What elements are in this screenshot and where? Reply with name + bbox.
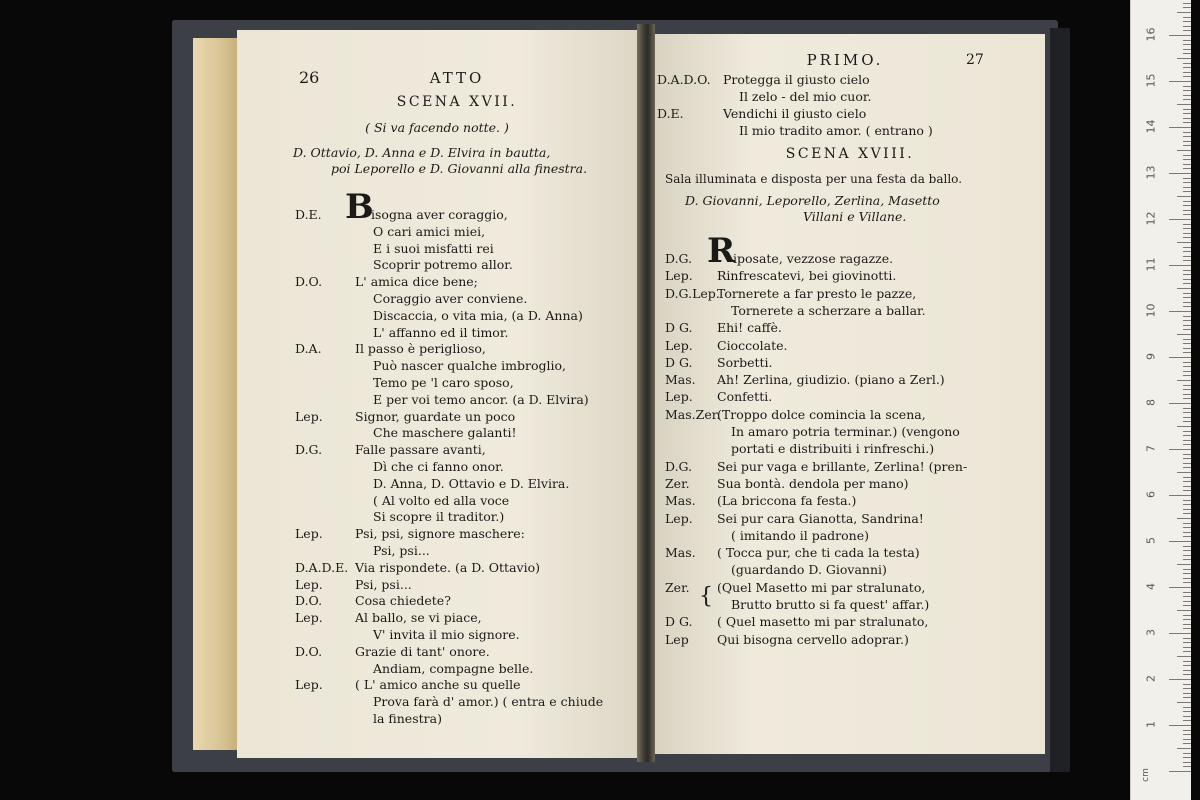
speaker-label: Lep. [665,510,693,526]
ruler-tick [1183,500,1191,501]
ruler-tick [1183,688,1191,689]
ruler-tick [1183,739,1191,740]
ruler-tick [1177,610,1191,611]
ruler-tick [1177,334,1191,335]
ruler-tick [1183,325,1191,326]
verse-line: Psi, psi... [355,576,412,592]
ruler-tick [1183,293,1191,294]
ruler-tick [1183,523,1191,524]
ruler-tick [1183,76,1191,77]
ruler-tick [1183,665,1191,666]
verse-line: L' amica dice bene; [355,274,478,290]
ruler-tick [1177,564,1191,565]
ruler-tick [1183,26,1191,27]
verse-line: Psi, psi... [373,543,430,558]
verse-line: Rinfrescatevi, bei giovinotti. [717,268,897,284]
speaker-label: Lep. [295,576,323,592]
speaker-label: D.G. [665,251,693,266]
ruler-tick [1183,67,1191,68]
ruler-tick [1177,656,1191,657]
ruler-tick [1183,550,1191,551]
ruler-tick [1183,693,1191,694]
speaker-label: Lep. [295,408,323,424]
ruler-tick [1183,30,1191,31]
verse-line: Coraggio aver conviene. [373,291,528,306]
ruler-tick [1169,35,1191,36]
ruler-tick [1183,716,1191,717]
ruler-tick [1183,7,1191,8]
verse-line: Cosa chiedete? [355,593,451,609]
ruler-tick [1183,343,1191,344]
ruler-tick [1183,624,1191,625]
speaker-label: D G. [665,354,693,370]
ruler-tick [1183,201,1191,202]
ruler-tick [1183,720,1191,721]
ruler-tick [1183,362,1191,363]
book-spine [637,24,655,762]
ruler-number: 10 [1144,303,1158,318]
ruler-tick [1183,730,1191,731]
verse-line: Tornerete a scherzare a ballar. [731,302,926,318]
ruler-tick [1169,633,1191,634]
verse-line: V' invita il mio signore. [373,627,520,642]
ruler-tick [1183,596,1191,597]
verse-line: isogna aver coraggio, [371,207,508,222]
ruler-tick [1183,168,1191,169]
ruler-tick [1183,605,1191,606]
book-cover-edge [1050,28,1070,772]
ruler-unit-label: cm [1140,768,1151,782]
ruler-tick [1183,638,1191,639]
ruler-tick [1183,578,1191,579]
ruler-tick [1183,145,1191,146]
ruler-tick [1177,58,1191,59]
ruler-tick [1169,357,1191,358]
ruler-tick [1183,546,1191,547]
verse-line: ( L' amico anche su quelle [355,677,521,693]
ruler-number: 12 [1144,211,1158,226]
ruler-tick [1183,109,1191,110]
ruler-tick [1183,320,1191,321]
ruler-tick [1183,490,1191,491]
verse-line: Sorbetti. [717,354,773,370]
ruler-tick [1183,72,1191,73]
ruler-tick [1183,164,1191,165]
ruler-tick [1183,674,1191,675]
ruler-number: 16 [1144,27,1158,42]
ruler-tick [1177,518,1191,519]
ruler-tick [1177,380,1191,381]
verse-line: (La briccona fa festa.) [717,493,857,509]
verse-line: (Troppo dolce comincia la scena, [717,406,926,422]
verse-line: Il mio tradito amor. ( entrano ) [739,123,933,138]
verse-line: Temo pe 'l caro sposo, [373,375,514,390]
ruler-tick [1177,196,1191,197]
ruler-tick [1183,302,1191,303]
ruler-tick [1183,366,1191,367]
ruler-tick [1177,288,1191,289]
ruler-tick [1183,348,1191,349]
ruler-tick [1183,159,1191,160]
verse-line: Dì che ci fanno onor. [373,459,504,474]
verse-line: Falle passare avanti, [355,442,486,458]
ruler-tick [1183,155,1191,156]
scene-title-right: SCENA XVIII. [785,146,915,162]
ruler-tick [1183,256,1191,257]
verse-line: Andiam, compagne belle. [373,660,534,676]
ruler-tick [1183,339,1191,340]
ruler-tick [1183,707,1191,708]
speaker-label: D G. [665,614,693,630]
verse-line: Protegga il giusto cielo [723,72,870,87]
ruler-tick [1169,771,1191,772]
ruler-tick [1183,118,1191,119]
ruler-number: 15 [1144,73,1158,88]
ruler-tick [1169,219,1191,220]
ruler-number: 4 [1144,583,1158,590]
verse-line: ( imitando il padrone) [731,527,869,543]
verse-line: Il zelo - del mio cuor. [739,89,872,104]
ruler-tick [1183,477,1191,478]
ruler-tick [1183,619,1191,620]
verse-line: Che maschere galanti! [373,425,517,441]
ruler-tick [1183,559,1191,560]
ruler-number: 2 [1144,675,1158,682]
speaker-label: D.A.D.E. [295,559,349,575]
ruler-tick [1183,555,1191,556]
scene-setting: Sala illuminata e disposta per una festa da ballo. [665,172,963,186]
verse-line: Tornerete a far presto le pazze, [717,285,917,301]
ruler-tick [1177,242,1191,243]
ruler-tick [1183,214,1191,215]
ruler-tick [1183,21,1191,22]
speaker-label: D.E. [657,106,684,121]
speaker-label: Zer. [665,579,690,595]
ruler-tick [1183,573,1191,574]
scene-title-left: SCENA XVII. [396,94,518,110]
ruler-tick [1183,444,1191,445]
ruler-tick [1183,601,1191,602]
ruler-tick [1183,352,1191,353]
ruler-tick [1169,403,1191,404]
verse-line: Ah! Zerlina, giudizio. (piano a Zerl.) [717,372,945,388]
ruler-tick [1183,132,1191,133]
ruler-number: 6 [1144,491,1158,498]
ruler-tick [1183,642,1191,643]
ruler-tick [1183,417,1191,418]
ruler-tick [1183,684,1191,685]
speaker-label: D.A. [295,341,322,357]
ruler-tick [1183,412,1191,413]
ruler-number: 7 [1144,445,1158,452]
ruler-tick [1183,141,1191,142]
ruler-number: 9 [1144,353,1158,360]
ruler-tick [1183,113,1191,114]
ruler-tick [1183,86,1191,87]
ruler-tick [1183,210,1191,211]
ruler-tick [1183,431,1191,432]
ruler-tick [1183,233,1191,234]
running-head-left: ATTO [429,69,485,87]
ruler-tick [1183,398,1191,399]
verse-line: Il passo è periglioso, [355,341,486,357]
speaker-label: Zer. [665,475,690,491]
ruler-tick [1169,81,1191,82]
ruler-tick [1183,99,1191,100]
verse-line: ( Quel masetto mi par stralunato, [717,614,929,630]
ruler-tick [1183,95,1191,96]
ruler-tick [1169,127,1191,128]
ruler-tick [1177,150,1191,151]
ruler-tick [1183,17,1191,18]
verse-line: Confetti. [717,389,773,405]
ruler-tick [1183,270,1191,271]
ruler-tick [1177,426,1191,427]
ruler-tick [1183,454,1191,455]
ruler-tick [1183,661,1191,662]
ruler-tick [1183,375,1191,376]
verse-line: Psi, psi, signore maschere: [355,526,525,542]
ruler-tick [1183,408,1191,409]
right-page [655,34,1045,754]
ruler-tick [1183,532,1191,533]
ruler-number: 3 [1144,629,1158,636]
drop-cap: B [345,187,374,227]
ruler-tick [1177,702,1191,703]
ruler-tick [1183,49,1191,50]
verse-line: Signor, guardate un poco [355,408,516,424]
speaker-label: Lep. [665,389,693,405]
verse-line: Sei pur vaga e brillante, Zerlina! (pren- [717,458,968,474]
ruler-tick [1183,274,1191,275]
ruler-number: 14 [1144,119,1158,134]
ruler-number: 13 [1144,165,1158,180]
verse-line: D. Anna, D. Ottavio e D. Elvira. [373,475,570,491]
characters-line: poi Leporello e D. Giovanni alla finestra. [331,161,588,176]
ruler-tick [1183,481,1191,482]
ruler-number: 11 [1144,257,1158,272]
ruler-tick [1169,265,1191,266]
ruler-tick [1183,467,1191,468]
ruler-tick [1183,122,1191,123]
ruler-tick [1183,297,1191,298]
ruler-tick [1183,592,1191,593]
ruler-tick [1183,486,1191,487]
ruler-tick [1183,743,1191,744]
verse-line: Prova farà d' amor.) ( entra e chiude [373,694,604,710]
characters-line: D. Giovanni, Leporello, Zerlina, Masetto [685,193,940,208]
ruler-tick [1183,651,1191,652]
speaker-label: D.G. [665,458,693,474]
ruler-tick [1183,569,1191,570]
page-number-left: 26 [299,68,320,87]
speaker-label: Lep. [665,337,693,353]
ruler-tick [1183,205,1191,206]
verse-line: ( Tocca pur, che ti cada la testa) [717,545,920,561]
ruler-tick [1183,513,1191,514]
ruler-tick [1183,44,1191,45]
ruler-tick [1183,394,1191,395]
ruler-tick [1183,228,1191,229]
speaker-label: Mas. [665,545,696,561]
ruler-tick [1183,306,1191,307]
verse-line: (guardando D. Giovanni) [731,562,887,578]
ruler-tick [1183,421,1191,422]
ruler-tick [1183,136,1191,137]
ruler-tick [1169,495,1191,496]
ruler-tick [1169,725,1191,726]
speaker-label: Lep. [295,610,323,626]
verse-line: Grazie di tant' onore. [355,643,490,659]
verse-line: Al ballo, se vi piace, [355,610,482,626]
verse-line: Brutto brutto si fa quest' affar.) [731,597,930,612]
verse-line: la finestra) [373,711,442,726]
verse-line: E per voi temo ancor. (a D. Elvira) [373,391,589,407]
ruler-tick [1169,311,1191,312]
speaker-label: Mas. [665,493,696,509]
ruler-tick [1183,757,1191,758]
speaker-label: D.O. [295,643,323,659]
speaker-label: Mas.Zer. [665,406,721,422]
ruler-tick [1183,458,1191,459]
verse-line: iposate, vezzose ragazze. [733,251,894,266]
ruler-tick [1183,224,1191,225]
verse-line: O cari amici miei, [373,223,486,239]
speaker-label: Lep. [295,677,323,693]
ruler-tick [1183,389,1191,390]
ruler-tick [1183,440,1191,441]
ruler-tick [1183,435,1191,436]
ruler-tick [1183,385,1191,386]
ruler-tick [1169,587,1191,588]
ruler-tick [1183,509,1191,510]
speaker-label: D.O. [295,593,323,609]
verse-line: L' affanno ed il timor. [373,324,509,340]
speaker-label: D.O. [295,274,323,290]
ruler-tick [1183,582,1191,583]
verse-line: Qui bisogna cervello adoprar.) [717,631,909,647]
ruler-number: 5 [1144,537,1158,544]
verse-line: Si scopre il traditor.) [373,509,505,525]
ruler-tick [1183,762,1191,763]
verse-line: In amaro potria terminar.) (vengono [731,424,960,439]
verse-line: Può nascer qualche imbroglio, [373,358,566,374]
ruler-tick [1183,711,1191,712]
stage-direction: ( Si va facendo notte. ) [365,120,509,135]
speaker-label: Lep. [665,268,693,284]
ruler-tick [1183,237,1191,238]
characters-line: Villani e Villane. [803,209,907,224]
page-number-right: 27 [966,52,984,68]
ruler-number: 1 [1144,721,1158,728]
ruler-tick [1177,104,1191,105]
drop-cap: R [707,231,736,271]
ruler-tick [1183,191,1191,192]
speaker-label: Lep. [295,526,323,542]
characters-line: D. Ottavio, D. Anna e D. Elvira in bautta, [293,145,551,160]
verse-line: Sua bontà. dendola per mano) [717,475,909,491]
speaker-label: Lep [665,631,689,647]
running-head-right: PRIMO. [806,51,884,69]
ruler-tick [1183,527,1191,528]
ruler-tick [1169,173,1191,174]
ruler-tick [1183,90,1191,91]
ruler-tick [1183,316,1191,317]
verse-line: Sei pur cara Gianotta, Sandrina! [717,510,924,526]
ruler-number: 8 [1144,399,1158,406]
ruler-tick [1183,283,1191,284]
speaker-label: D.E. [295,207,322,222]
ruler-tick [1183,260,1191,261]
measuring-ruler [1130,0,1191,800]
verse-line: E i suoi misfatti rei [373,240,494,256]
ruler-tick [1177,472,1191,473]
ruler-tick [1177,12,1191,13]
ruler-tick [1183,329,1191,330]
verse-line: Via rispondete. (a D. Ottavio) [355,559,540,575]
verse-line: Scoprir potremo allor. [373,257,513,273]
ruler-tick [1183,251,1191,252]
left-page [237,30,637,758]
verse-line: Ehi! caffè. [717,320,782,336]
ruler-tick [1183,187,1191,188]
ruler-tick [1183,178,1191,179]
ruler-tick [1183,628,1191,629]
verse-line: ( Al volto ed alla voce [373,492,510,508]
ruler-tick [1183,670,1191,671]
ruler-tick [1183,53,1191,54]
speaker-label: D.G. [295,442,323,458]
ruler-tick [1183,766,1191,767]
ruler-tick [1183,536,1191,537]
speaker-label: D G. [665,320,693,336]
ruler-tick [1183,247,1191,248]
ruler-tick [1183,279,1191,280]
ruler-tick [1183,371,1191,372]
ruler-tick [1183,615,1191,616]
ruler-tick [1183,504,1191,505]
ruler-tick [1169,541,1191,542]
verse-line: portati e distribuiti i rinfreschi.) [731,441,935,457]
ruler-tick [1177,748,1191,749]
ruler-tick [1183,753,1191,754]
ruler-tick [1183,3,1191,4]
ruler-tick [1169,679,1191,680]
ruler-tick [1169,449,1191,450]
page-stack-edge [193,38,237,750]
ruler-tick [1183,734,1191,735]
verse-line: Cioccolate. [717,337,788,353]
ruler-tick [1183,63,1191,64]
speaker-label: D.A.D.O. [657,72,711,87]
verse-line: Discaccia, o vita mia, (a D. Anna) [373,307,583,323]
brace-mark: { [699,584,713,609]
ruler-tick [1183,697,1191,698]
verse-line: (Quel Masetto mi par stralunato, [717,579,926,595]
ruler-tick [1183,647,1191,648]
ruler-tick [1183,40,1191,41]
speaker-label: Mas. [665,372,696,388]
ruler-tick [1183,463,1191,464]
ruler-tick [1183,182,1191,183]
speaker-label: D.G.Lep. [665,285,720,301]
verse-line: Vendichi il giusto cielo [723,106,867,121]
